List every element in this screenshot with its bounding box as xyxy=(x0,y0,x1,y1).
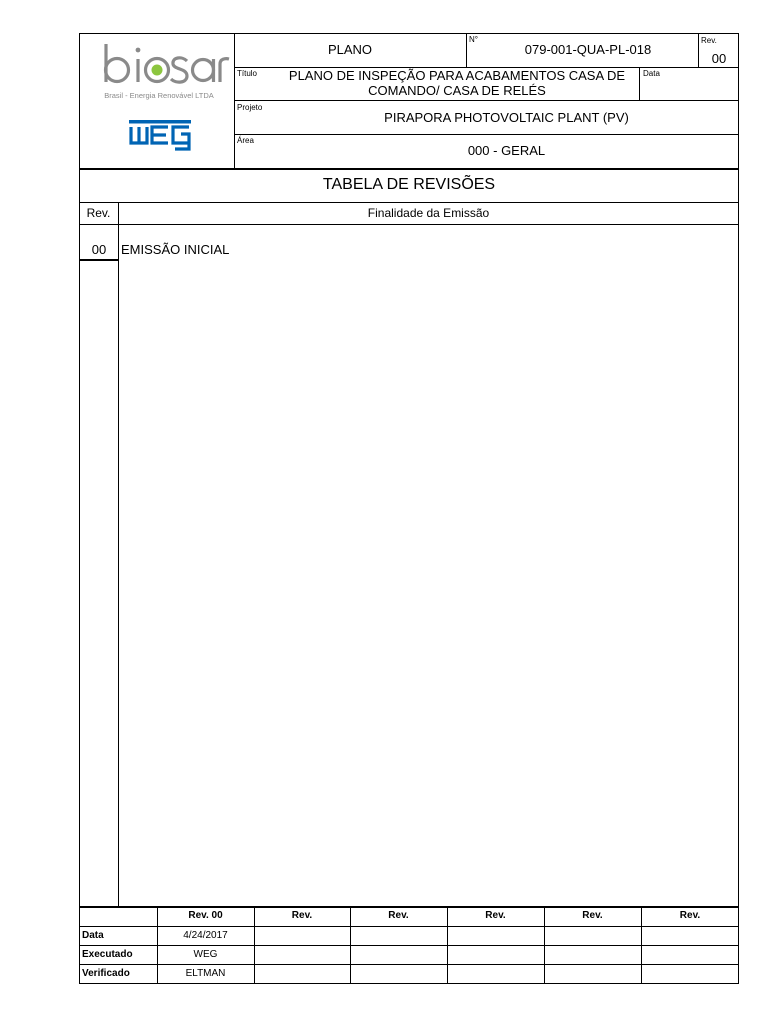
document-number: 079-001-QUA-PL-018 xyxy=(524,42,652,57)
biosar-tagline: Brasil - Energia Renovável LTDA xyxy=(104,91,214,100)
number-divider xyxy=(466,33,467,67)
revisions-table xyxy=(79,169,739,907)
footer-col-header: Rev. xyxy=(582,910,603,921)
footer-cell-date: 4/24/2017 xyxy=(183,930,228,941)
date-divider xyxy=(639,67,640,100)
number-label: N° xyxy=(469,35,478,44)
rev-label: Rev. xyxy=(701,36,717,45)
footer-col-header: Rev. xyxy=(485,910,506,921)
title-label: Título xyxy=(237,69,258,78)
rev-column-header: Rev. xyxy=(86,206,111,220)
area-label: Área xyxy=(237,136,254,145)
footer-col-header: Rev. xyxy=(291,910,313,921)
header-sep-2 xyxy=(234,100,739,101)
revisions-col-divider xyxy=(118,202,119,907)
area-value: 000 - GERAL xyxy=(467,143,546,158)
footer-col-header: Rev. xyxy=(679,910,701,921)
project-name: PIRAPORA PHOTOVOLTAIC PLANT (PV) xyxy=(384,110,629,125)
revisions-title-sep xyxy=(79,202,739,203)
footer-col-header: Rev. xyxy=(388,910,409,921)
header-sep-3 xyxy=(234,134,739,135)
doc-type: PLANO xyxy=(327,42,373,57)
purpose-column-header: Finalidade da Emissão xyxy=(367,206,490,220)
date-label: Data xyxy=(643,69,660,78)
revision-row-underline xyxy=(79,259,119,261)
revisions-header-sep xyxy=(79,224,739,225)
project-label: Projeto xyxy=(237,103,263,112)
footer-cell-verificado: ELTMAN xyxy=(185,968,226,979)
document-title: PLANO DE INSPEÇÃO PARA ACABAMENTOS CASA DE COMANDO/ CASA DE RELÉS xyxy=(288,68,626,98)
revision-row-rev: 00 xyxy=(91,242,107,257)
footer-row-label-executado: Executado xyxy=(82,949,133,960)
weg-logo xyxy=(128,119,192,151)
footer-row-label-data: Data xyxy=(82,930,104,941)
revision-row-purpose: EMISSÃO INICIAL xyxy=(121,242,230,257)
footer-row-label-verificado: Verificado xyxy=(82,968,130,979)
footer-col-header: Rev. 00 xyxy=(188,910,223,921)
revisions-title: TABELA DE REVISÕES xyxy=(322,176,496,193)
rev-value: 00 xyxy=(711,51,727,66)
footer-cell-executado: WEG xyxy=(193,949,218,960)
